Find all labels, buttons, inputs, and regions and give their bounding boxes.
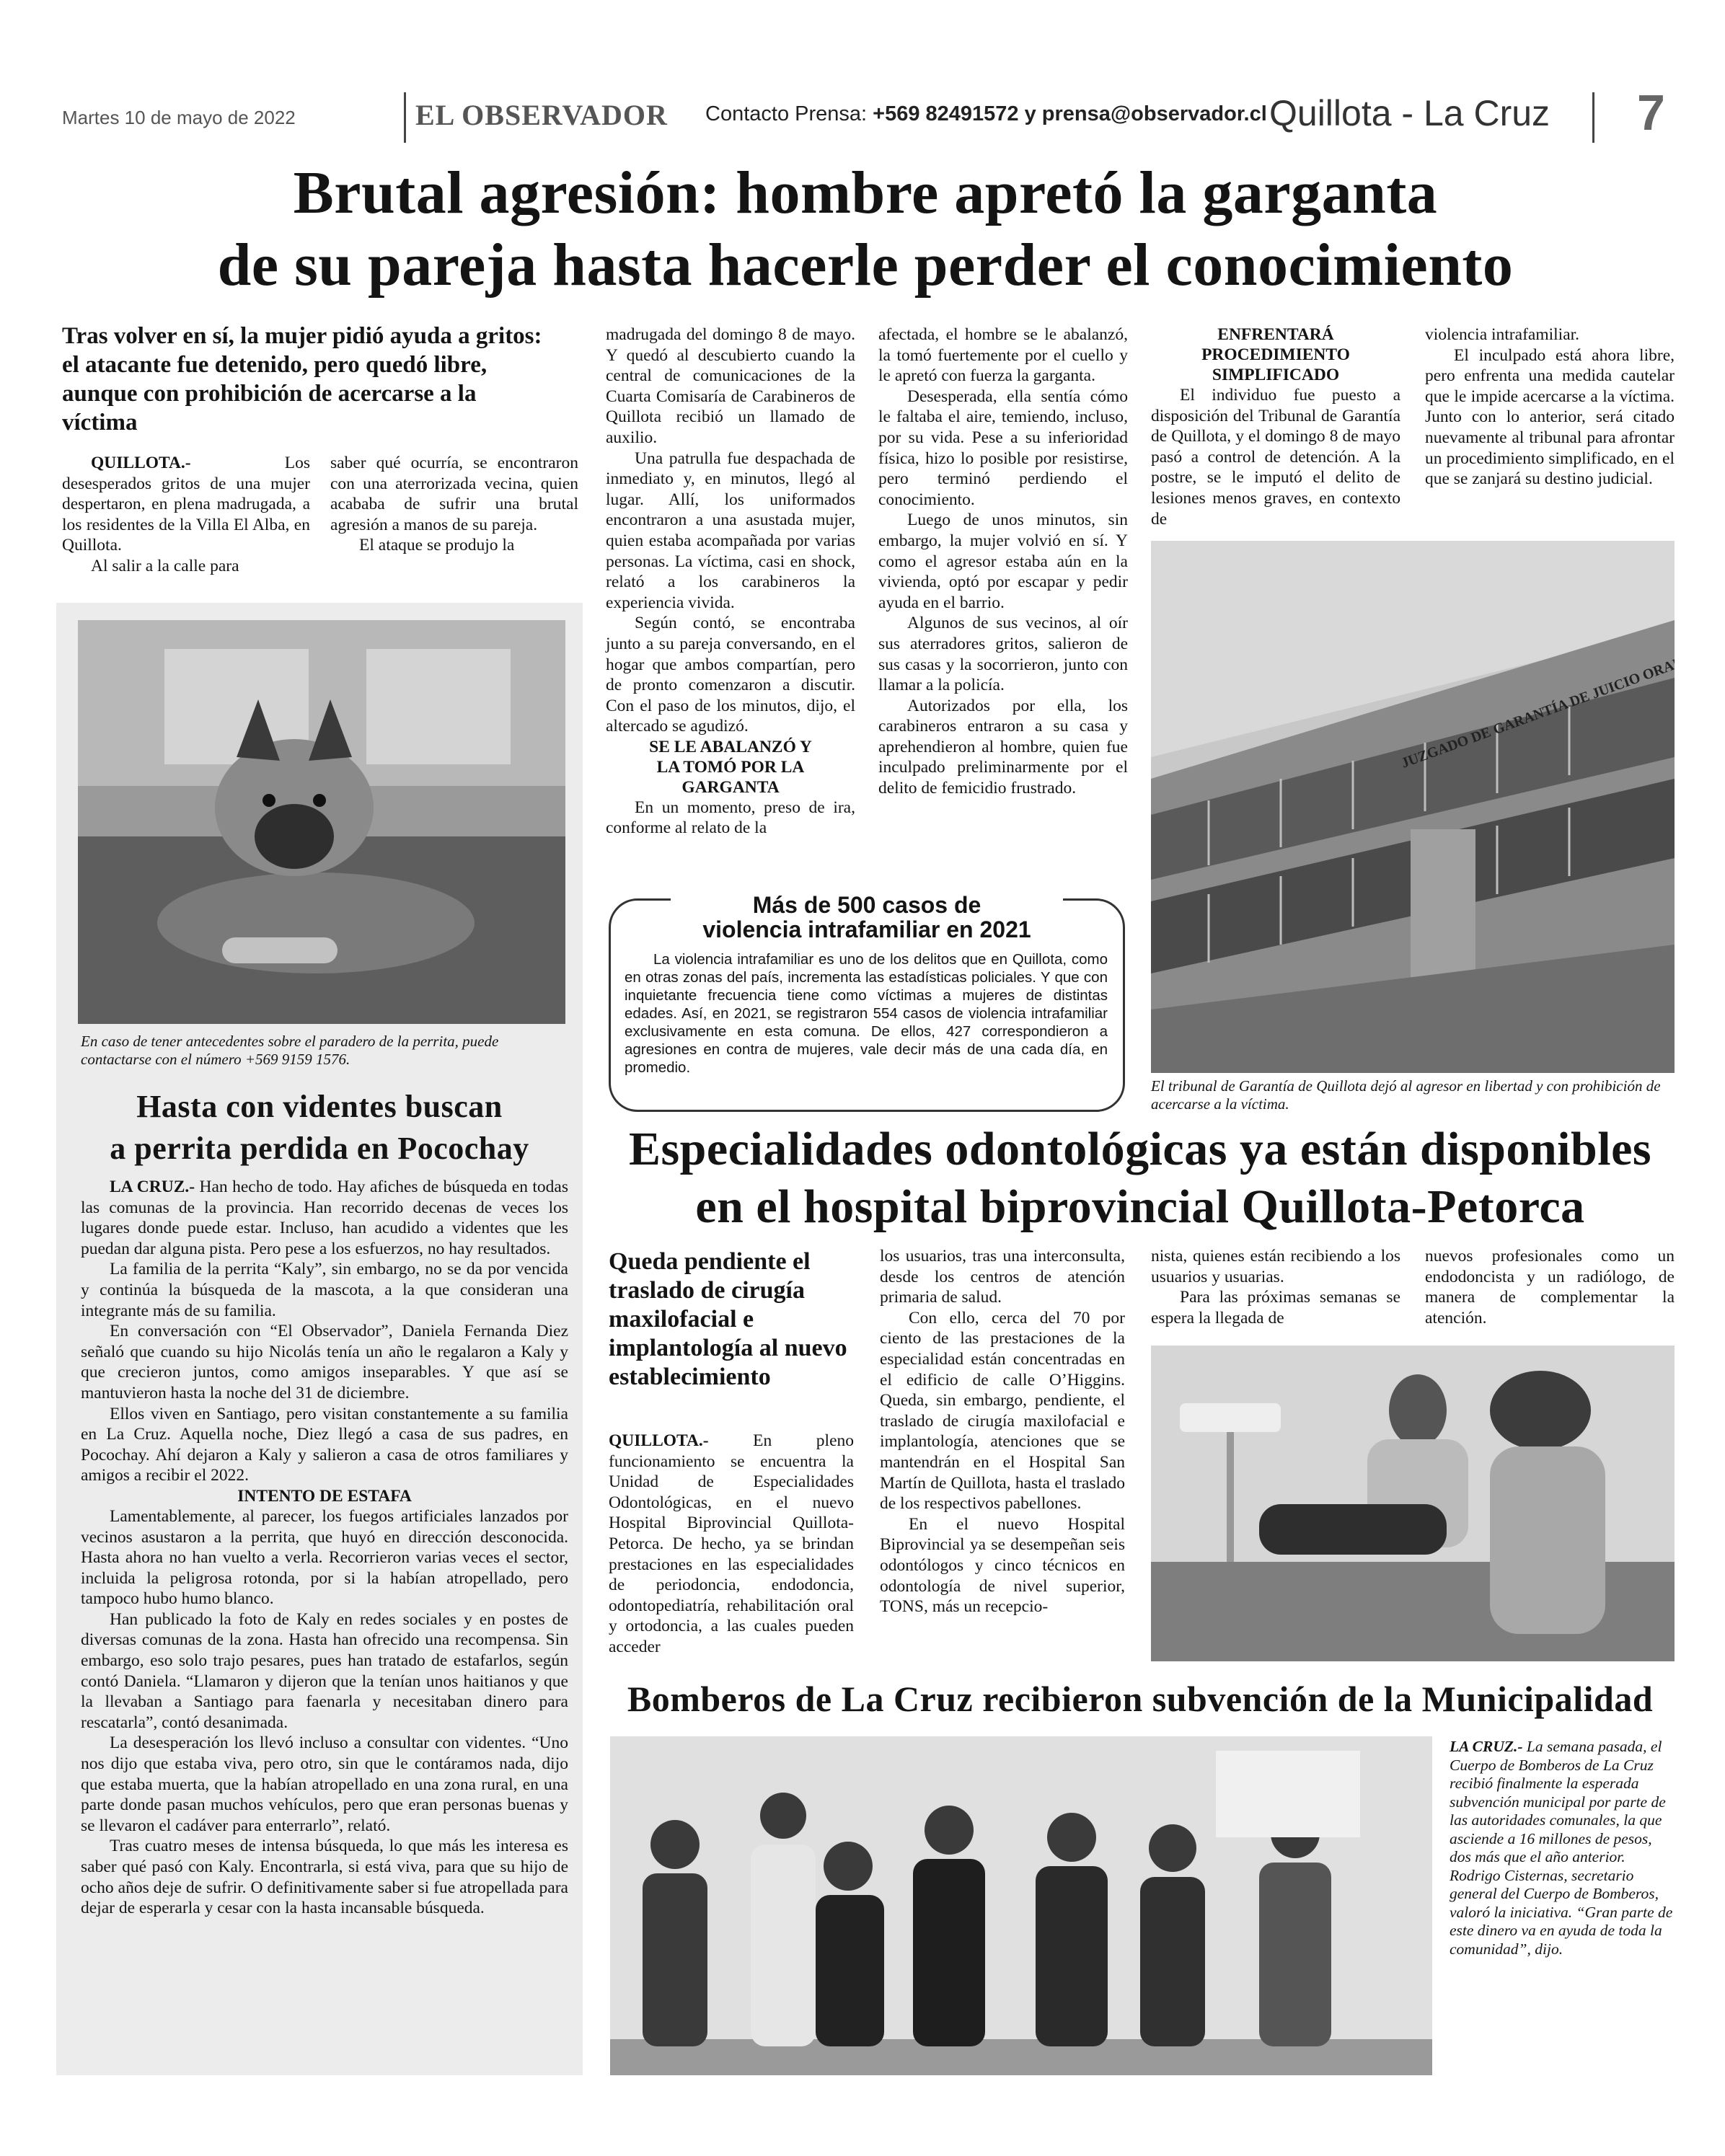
dental-article-headline — [603, 1121, 1677, 1236]
article1-col4-p2: Desesperada, ella sentía cómo le faltaba el aire, temiendo, incluso, por su vida. Pese a su inferioridad física, hizo lo posible por resistirse, pero terminó perdiendo el conocimiento. — [878, 386, 1128, 509]
stats-box-text: La violencia intrafamiliar es uno de los delitos que en Quillota, como en otras zonas del país, incrementa las estadísticas policiales. Y que con inquietante frecuencia tiene como víctimas a mujeres de distintas edades. Así, en 2021, se registraron 554 casos de violencia intrafamiliar exclusivamente en esta comuna. De ellos, 427 correspondieron a agresiones en contra de mujeres, vale decir más de una cada día, en promedio. — [625, 951, 1108, 1076]
article1-lead: QUILLOTA.- — [91, 454, 191, 472]
dental-col3 — [1151, 1246, 1400, 1328]
court-building-illustration — [1151, 541, 1675, 1073]
header-contact — [705, 102, 1267, 126]
article1-col5-p1: El individuo fue puesto a disposición del Tribunal de Garantía de Quillota, y el domingo 8 de mayo pasó a control de detención. A la postre, se le imputó el delito de lesiones menos graves, en contexto de — [1151, 386, 1400, 529]
bomberos-photo — [610, 1736, 1432, 2075]
dog-p1: Han hecho de todo. Hay afiches de búsqueda en todas las comunas de la provincia. Han recorrido decenas de veces los lugares donde puede estar. Incluso, han acudido a videntes que les puedan dar alguna pista. Pero pese a los esfuerzos, no hay resultados. — [81, 1178, 569, 1258]
dental-col3-p1: nista, quienes están recibiendo a los usuarios y usuarias. — [1151, 1247, 1400, 1286]
dog-article-body — [81, 1177, 568, 1919]
article1-col3 — [606, 324, 855, 839]
dog-headline-line1: Hasta con videntes buscan — [136, 1089, 503, 1124]
article1-col6-p2: El inculpado está ahora libre, pero enfrenta una medida cautelar que le impide acercarse a la víctima. Junto con lo anterior, será citado nuevamente al tribunal para afrontar un procedimiento simplificado, en el que se zanjará su destino judicial. — [1425, 345, 1675, 489]
dental-col2 — [880, 1246, 1125, 1617]
header-contact-value: +569 82491572 y prensa@observador.cl — [873, 102, 1267, 125]
dog-illustration — [78, 620, 565, 1024]
article1-col5 — [1151, 324, 1400, 529]
dog-p6: Han publicado la foto de Kaly en redes sociales y en postes de diversas comunas de la zona. Hasta han ofrecido una recompensa. Sin embargo, eso solo trajo pesares, pues han tratado de estafarlos, según contó Daniela. “Llamaron y dijeron que la tenían unos haitianos y que la llevaban a Santiago para faenarla y necesitaban dinero para rescatarla”, contó desanimada. — [81, 1609, 568, 1732]
dog-article-headline — [71, 1086, 568, 1170]
article1-col1-p1: Los desesperados gritos de una mujer despertaron, en plena madrugada, a los residentes de la Villa El Alba, en Quillota. — [62, 454, 310, 555]
article1-headline — [58, 157, 1673, 301]
article1-col2-p1: saber qué ocurría, se encontraron con una aterrorizada vecina, quien acababa de sufrir una brutal agresión a manos de su pareja. — [330, 454, 578, 534]
dog-photo — [78, 620, 565, 1024]
header-divider-right — [1592, 92, 1594, 143]
dental-deck: Queda pendiente el traslado de cirugía maxilofacial e implantología al nuevo establecimiento — [609, 1248, 847, 1390]
article1-deck: Tras volver en sí, la mujer pidió ayuda a gritos: el atacante fue detenido, pero quedó libre, aunque con prohibición de acercarse a la víctima — [62, 323, 542, 436]
article1-headline-line2: de su pareja hasta hacerle perder el conocimiento — [217, 231, 1514, 299]
header-section: Quillota - La Cruz — [1269, 93, 1550, 133]
article1-col4-p4: Algunos de sus vecinos, al oír sus aterradores gritos, salieron de sus casas y la socorrieron, junto con llamar a la policía. — [878, 614, 1128, 695]
dog-article-lead: LA CRUZ.- — [110, 1178, 195, 1196]
dental-lead: QUILLOTA.- — [609, 1431, 709, 1450]
article1-col4-p3: Luego de unos minutos, sin embargo, la mujer volvió en sí. Y como el agresor estaba aún en la vivienda, optó por escapar y pedir ayuda en el barrio. — [878, 511, 1128, 612]
dental-col4-p1: nuevos profesionales como un endodoncista y un radiólogo, de manera de complementar la atención. — [1425, 1247, 1675, 1327]
article1-col3-subhead: SE LE ABALANZÓ Y LA TOMÓ POR LA GARGANTA — [649, 737, 812, 797]
court-photo-caption: El tribunal de Garantía de Quillota dejó al agresor en libertad y con prohibición de acercarse a la víctima. — [1151, 1077, 1661, 1113]
dental-col2-p2: Con ello, cerca del 70 por ciento de las prestaciones de la especialidad están concentradas en el edificio de calle O’Higgins. Queda, sin embargo, pendiente, el traslado de cirugía maxilofacial e implantología, atenciones que se mantendrán en el Hospital San Martín de Quillota, hasta el traslado de los respectivos pabellones. — [880, 1308, 1125, 1514]
article1-col4-p1: afectada, el hombre se le abalanzó, la tomó fuertemente por el cuello y le apretó con fuerza la garganta. — [878, 325, 1128, 386]
dog-photo-caption: En caso de tener antecedentes sobre el paradero de la perrita, puede contactarse con el número +569 9159 1576. — [81, 1033, 499, 1068]
article1-col1 — [62, 453, 310, 577]
article1-col3-p3: Según contó, se encontraba junto a su pareja conversando, en el hogar que ambos compartían, pero de pronto comenzaron a discutir. Con el paso de los minutos, dijo, el altercado se agudizó. — [606, 614, 855, 736]
bomberos-text — [1450, 1738, 1675, 1958]
dog-p5: Lamentablemente, al parecer, los fuegos artificiales lanzados por vecinos asustaron a la perrita, que huyó en dirección desconocida. Hasta ahora no han vuelto a verla. Recorrieron varias veces el sector, incluida la peligrosa rotonda, por si la habían atropellado, pero tampoco hubo humo blanco. — [81, 1506, 568, 1609]
header-paper-name: EL OBSERVADOR — [415, 99, 668, 131]
dog-p2: La familia de la perrita “Kaly”, sin embargo, no se da por vencida y continúa la búsqueda de la mascota, a la que consideran una integrante más de su familia. — [81, 1260, 568, 1320]
bomberos-group-illustration — [610, 1736, 1432, 2075]
dental-col4 — [1425, 1246, 1675, 1328]
dental-col3-p2: Para las próximas semanas se espera la llegada de — [1151, 1288, 1400, 1327]
article1-headline-line1: Brutal agresión: hombre apretó la garganta — [293, 159, 1438, 226]
page-number: 7 — [1637, 84, 1665, 141]
article1-col3-p4: En un momento, preso de ira, conforme al relato de la — [606, 798, 855, 838]
article1-col5-subhead: ENFRENTARÁ PROCEDIMIENTO SIMPLIFICADO — [1201, 325, 1350, 384]
dog-p3: En conversación con “El Observador”, Daniela Fernanda Diez señaló que cuando su hijo Nicolás tenía un año le regalaron a Kaly y que crecieron juntos, como amigos inseparables. Y que así se mantuvieron hasta la noche del 31 de diciembre. — [81, 1322, 568, 1402]
bomberos-body: La semana pasada, el Cuerpo de Bomberos de La Cruz recibió finalmente la esperada subvención municipal por parte de las autoridades comunales, la que asciende a 16 millones de pesos, dos más que el año anterior. Rodrigo Cisternas, secretario general del Cuerpo de Bomberos, valoró la iniciativa. “Gran parte de este dinero va en ayuda de toda la comunidad”, dijo. — [1450, 1738, 1673, 1958]
article1-col2 — [330, 453, 578, 556]
dental-illustration — [1151, 1346, 1675, 1661]
dog-p8: Tras cuatro meses de intensa búsqueda, lo que más les interesa es saber qué pasó con Kaly. Encontrarla, si está viva, para que su hijo de ocho años deje de sufrir. O definitivamente saber si fue atropellada para dejar de esperarla y cesar con la hasta incansable búsqueda. — [81, 1837, 568, 1918]
dog-p4: Ellos viven en Santiago, pero visitan constantemente a su familia en La Cruz. Aquella noche, Diez llegó a casa de sus padres, en Pocochay. Ahí dejaron a Kaly y salieron a casa de otros familiares y amigos a recibir el 2022. — [81, 1404, 568, 1485]
bomberos-lead: LA CRUZ.- — [1450, 1738, 1523, 1755]
header-divider-left — [404, 92, 406, 143]
header-date: Martes 10 de mayo de 2022 — [62, 107, 296, 128]
article1-col6 — [1425, 324, 1675, 490]
dental-col1-p1: En pleno funcionamiento se encuentra la Unidad de Especialidades Odontológicas, en el nuevo Hospital Biprovincial Quillota-Petorca. De hecho, ya se brindan prestaciones en las especialidades de periodoncia, endodoncia, odontopediatría, rehabilitación oral y ortodoncia, a las cuales pueden acceder — [609, 1431, 854, 1656]
stats-box-title-line1: Más de 500 casos de — [752, 892, 981, 918]
article1-col6-p1: violencia intrafamiliar. — [1425, 325, 1580, 344]
article1-col4-p5: Autorizados por ella, los carabineros entraron a su casa y aprehendieron al hombre, quien fue inculpado preliminarmente por el delito de femicidio frustrado. — [878, 696, 1128, 798]
dental-headline-line2: en el hospital biprovincial Quillota-Petorca — [695, 1180, 1585, 1233]
dog-subhead: INTENTO DE ESTAFA — [237, 1486, 412, 1506]
dog-headline-line2: a perrita perdida en Pocochay — [110, 1131, 529, 1166]
article1-col4 — [878, 324, 1128, 799]
dog-p7: La desesperación los llevó incluso a consultar con videntes. “Uno nos dijo que estaba viva, pero otro, sin que le contáramos nada, dijo que estaba muerta, que la habían atropellado en una zona rural, en una parte donde pasan muchos vehículos, pero que eran personas buenas y se llevaron el cadáver para enterrarlo”, relató. — [81, 1733, 568, 1835]
header-contact-label: Contacto Prensa: — [705, 102, 868, 125]
dental-col1 — [609, 1431, 854, 1658]
article1-col2-p2: El ataque se produjo la — [359, 536, 515, 555]
stats-box-title-line2: violencia intrafamiliar en 2021 — [702, 916, 1031, 942]
bomberos-headline: Bomberos de La Cruz recibieron subvención de la Municipalidad — [627, 1679, 1654, 1719]
article1-col1-p2: Al salir a la calle para — [91, 556, 239, 575]
article1-col3-p1: madrugada del domingo 8 de mayo. Y quedó al descubierto cuando la central de comunicaciones de la Cuarta Comisaría de Carabineros de Quillota recibió un llamado de auxilio. — [606, 325, 855, 447]
dental-col2-p3: En el nuevo Hospital Biprovincial ya se desempeñan seis odontólogos y cinco técnicos en odontología de nivel superior, TONS, más un recepcio- — [880, 1514, 1125, 1617]
stats-box-title — [671, 891, 1063, 943]
court-building-photo — [1151, 541, 1675, 1073]
dental-photo — [1151, 1346, 1675, 1661]
dental-headline-line1: Especialidades odontológicas ya están disponibles — [628, 1123, 1652, 1175]
dental-col2-p1: los usuarios, tras una interconsulta, desde los centros de atención primaria de salud. — [880, 1247, 1125, 1307]
article1-col3-p2: Una patrulla fue despachada de inmediato y, en minutos, llegó al lugar. Allí, los uniformados encontraron a una asustada mujer, quien estaba acompañada por varias personas. La víctima, casi en shock, relató a los carabineros la experiencia vivida. — [606, 449, 855, 612]
